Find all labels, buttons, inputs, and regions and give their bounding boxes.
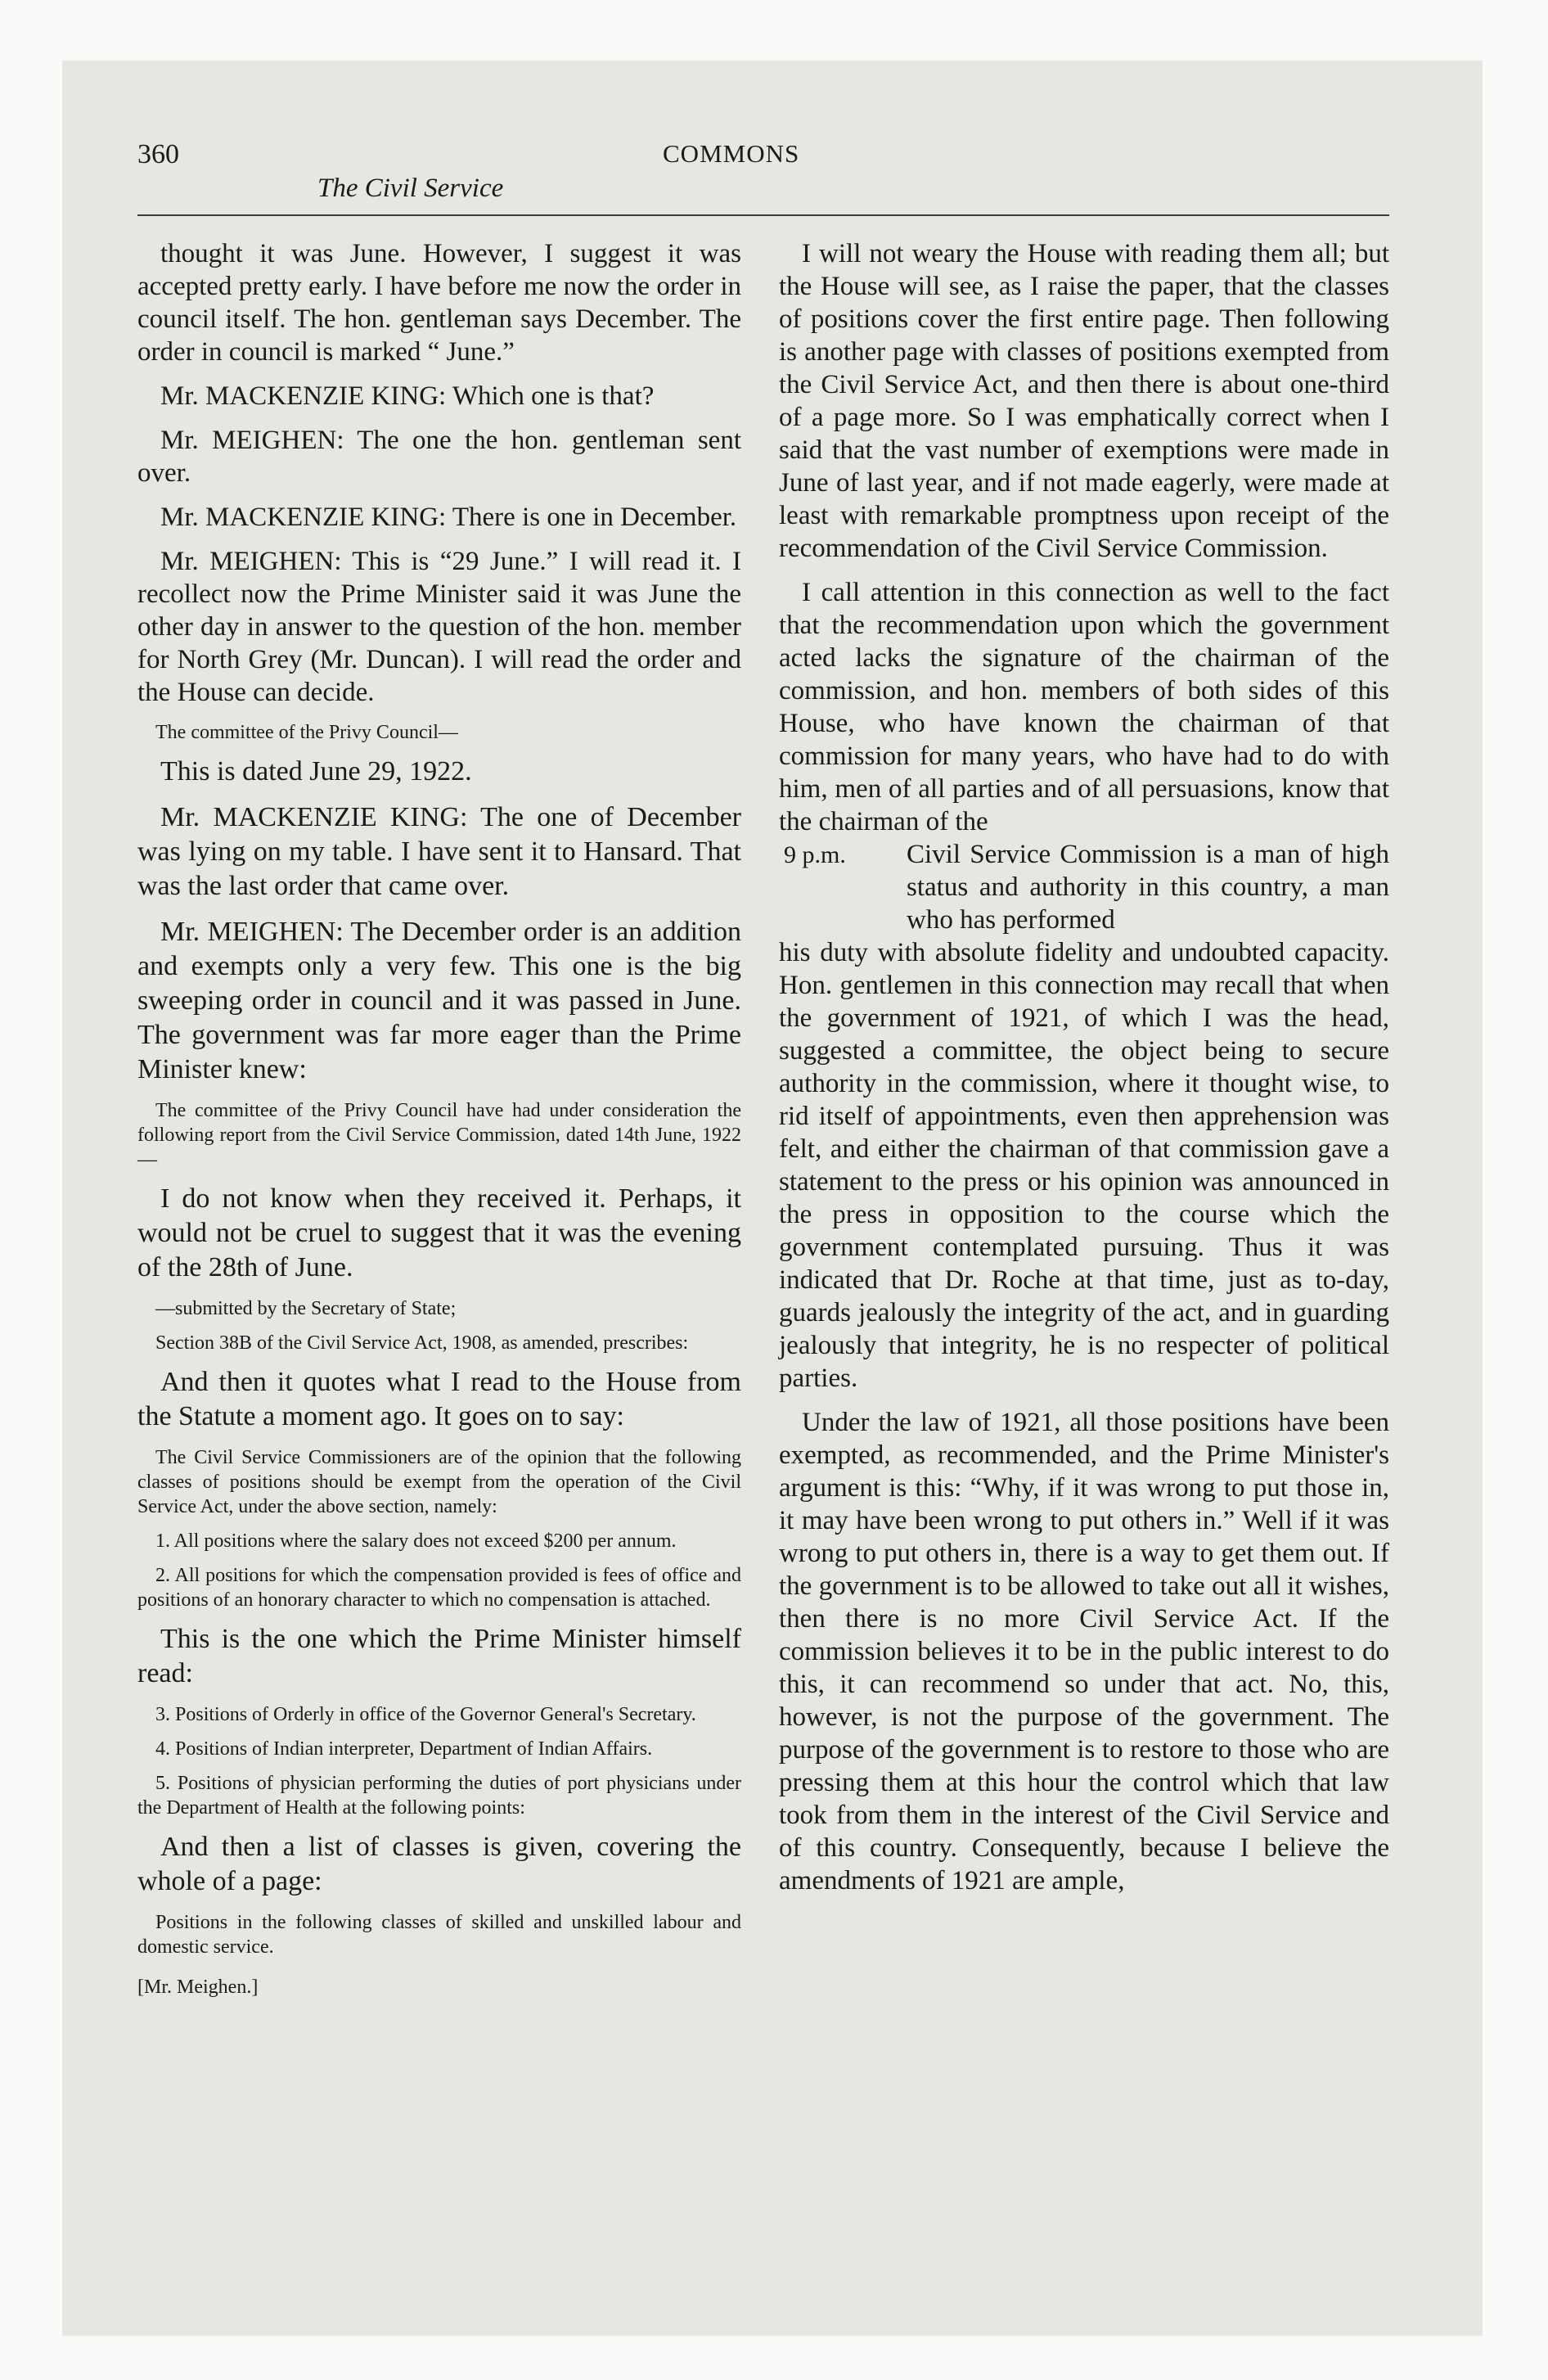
quoted-text: 3. Positions of Orderly in office of the Governor General's Secretary.	[155, 1704, 696, 1725]
paragraph: And then it quotes what I read to the House from the Statute a moment ago. It goes on to say:	[137, 1367, 741, 1431]
quoted-text: 2. All positions for which the compensation provided is fees of office and positions of an honorary character to which no compensation is attached.	[137, 1565, 741, 1611]
paragraph: Mr. MACKENZIE KING: Which one is that?	[160, 381, 655, 411]
margin-time-note: 9 p.m.	[784, 841, 846, 868]
page-header	[137, 139, 1389, 218]
running-head: COMMONS	[663, 139, 800, 168]
quoted-text: Section 38B of the Civil Service Act, 1908, as amended, prescribes:	[155, 1332, 689, 1354]
paragraph: Mr. MACKENZIE KING: There is one in December.	[160, 503, 737, 532]
right-column	[779, 237, 1389, 1909]
margin-indented-text	[907, 838, 1389, 936]
section-title: The Civil Service	[317, 174, 504, 203]
quoted-text: 5. Positions of physician performing the duties of port physicians under the Department of Health at the following points:	[137, 1773, 741, 1819]
paragraph: I will not weary the House with reading them all; but the House will see, as I raise the paper, that the classes of positions cover the first entire page. Then following is another page with classes of positions exempted from the Civil Service Act, and then there is about one-third of a page more. So I was emphatically correct when I said that the vast number of exemptions were made in June of last year, and if not made eagerly, were made at least with remarkable promptness upon receipt of the recommendation of the Civil Service Commission.	[779, 239, 1389, 563]
paragraph: Mr. MEIGHEN: This is “29 June.” I will read it. I recollect now the Prime Minister said it was June the other day in answer to the question of the hon. member for North Grey (Mr. Duncan). I will read the order and the House can decide.	[137, 547, 741, 707]
paragraph: thought it was June. However, I suggest it was accepted pretty early. I have before me now the order in council itself. The hon. gentleman says December. The order in council is marked “ June.”	[137, 239, 741, 367]
paragraph: Mr. MEIGHEN: The one the hon. gentleman sent over.	[137, 426, 741, 488]
quoted-text: The committee of the Privy Council—	[155, 722, 458, 743]
left-column	[137, 237, 741, 2015]
paragraph: Mr. MEIGHEN: The December order is an addition and exempts only a very few. This one is the big sweeping order in council and it was passed in June. The government was far more eager than the Prime Minister knew:	[137, 917, 741, 1084]
paragraph: his duty with absolute fidelity and undoubted capacity. Hon. gentlemen in this connection may recall that when the government of 1921, of which I was the head, suggested a committee, the object being to secure authority in the commission, where it thought wise, to rid itself of appointments, even then apprehension was felt, and either the chairman of that commission gave a statement to the press or his opinion was announced in the press in opposition to the course which the government contemplated pursuing. Thus it was indicated that Dr. Roche at that time, just as to-day, guards jealously the integrity of the act, and in guarding jealously that integrity, he is no respecter of political parties.	[779, 938, 1389, 1393]
quoted-text: —submitted by the Secretary of State;	[155, 1298, 457, 1319]
margin-note-row	[779, 838, 1389, 936]
quoted-text: Positions in the following classes of skilled and unskilled labour and domestic service.	[137, 1912, 741, 1958]
quoted-text: 1. All positions where the salary does not exceed $200 per annum.	[155, 1530, 677, 1552]
page-number: 360	[137, 139, 179, 169]
quoted-text: 4. Positions of Indian interpreter, Department of Indian Affairs.	[155, 1738, 653, 1760]
paragraph: I do not know when they received it. Perhaps, it would not be cruel to suggest that it was the evening of the 28th of June.	[137, 1183, 741, 1282]
quoted-text: The committee of the Privy Council have had under consideration the following report from the Civil Service Commission, dated 14th June, 1922—	[137, 1100, 741, 1170]
paragraph: Mr. MACKENZIE KING: The one of December was lying on my table. I have sent it to Hansard. That was the last order that came over.	[137, 802, 741, 901]
quoted-text: The Civil Service Commissioners are of the opinion that the following classes of positions should be exempt from the operation of the Civil Service Act, under the above section, namely:	[137, 1447, 741, 1517]
paragraph-fragment: Civil Service Commission is a man of high status and authority in this country, a man who has performed	[907, 840, 1389, 935]
paragraph: This is the one which the Prime Minister himself read:	[137, 1624, 741, 1688]
paragraph: This is dated June 29, 1922.	[160, 756, 472, 787]
hansard-page	[137, 139, 1389, 2267]
speaker-signature: [Mr. Meighen.]	[137, 1977, 259, 1998]
paragraph: I call attention in this connection as well to the fact that the recommendation upon which the government acted lacks the signature of the chairman of the commission, and hon. members of both sides of this House, who have known the chairman of that commission for many years, who have had to do with him, men of all parties and of all persuasions, know that the chairman of the	[779, 578, 1389, 836]
paragraph: Under the law of 1921, all those positions have been exempted, as recommended, and the Prime Minister's argument is this: “Why, if it was wrong to put those in, it may have been wrong to put others in.” Well if it was wrong to put others in, there is a way to get them out. If the government is to be allowed to take out all it wishes, then there is no more Civil Service Act. If the commission believes it to be in the public interest to do this, it can recommend so under that act. No, this, however, is not the purpose of the government. The purpose of the government is to restore to those who are pressing them at this hour the control which that law took from them in the interest of the Civil Service and of this country. Consequently, because I believe the amendments of 1921 are ample,	[779, 1408, 1389, 1895]
header-rule	[137, 214, 1389, 216]
paragraph: And then a list of classes is given, covering the whole of a page:	[137, 1832, 741, 1896]
